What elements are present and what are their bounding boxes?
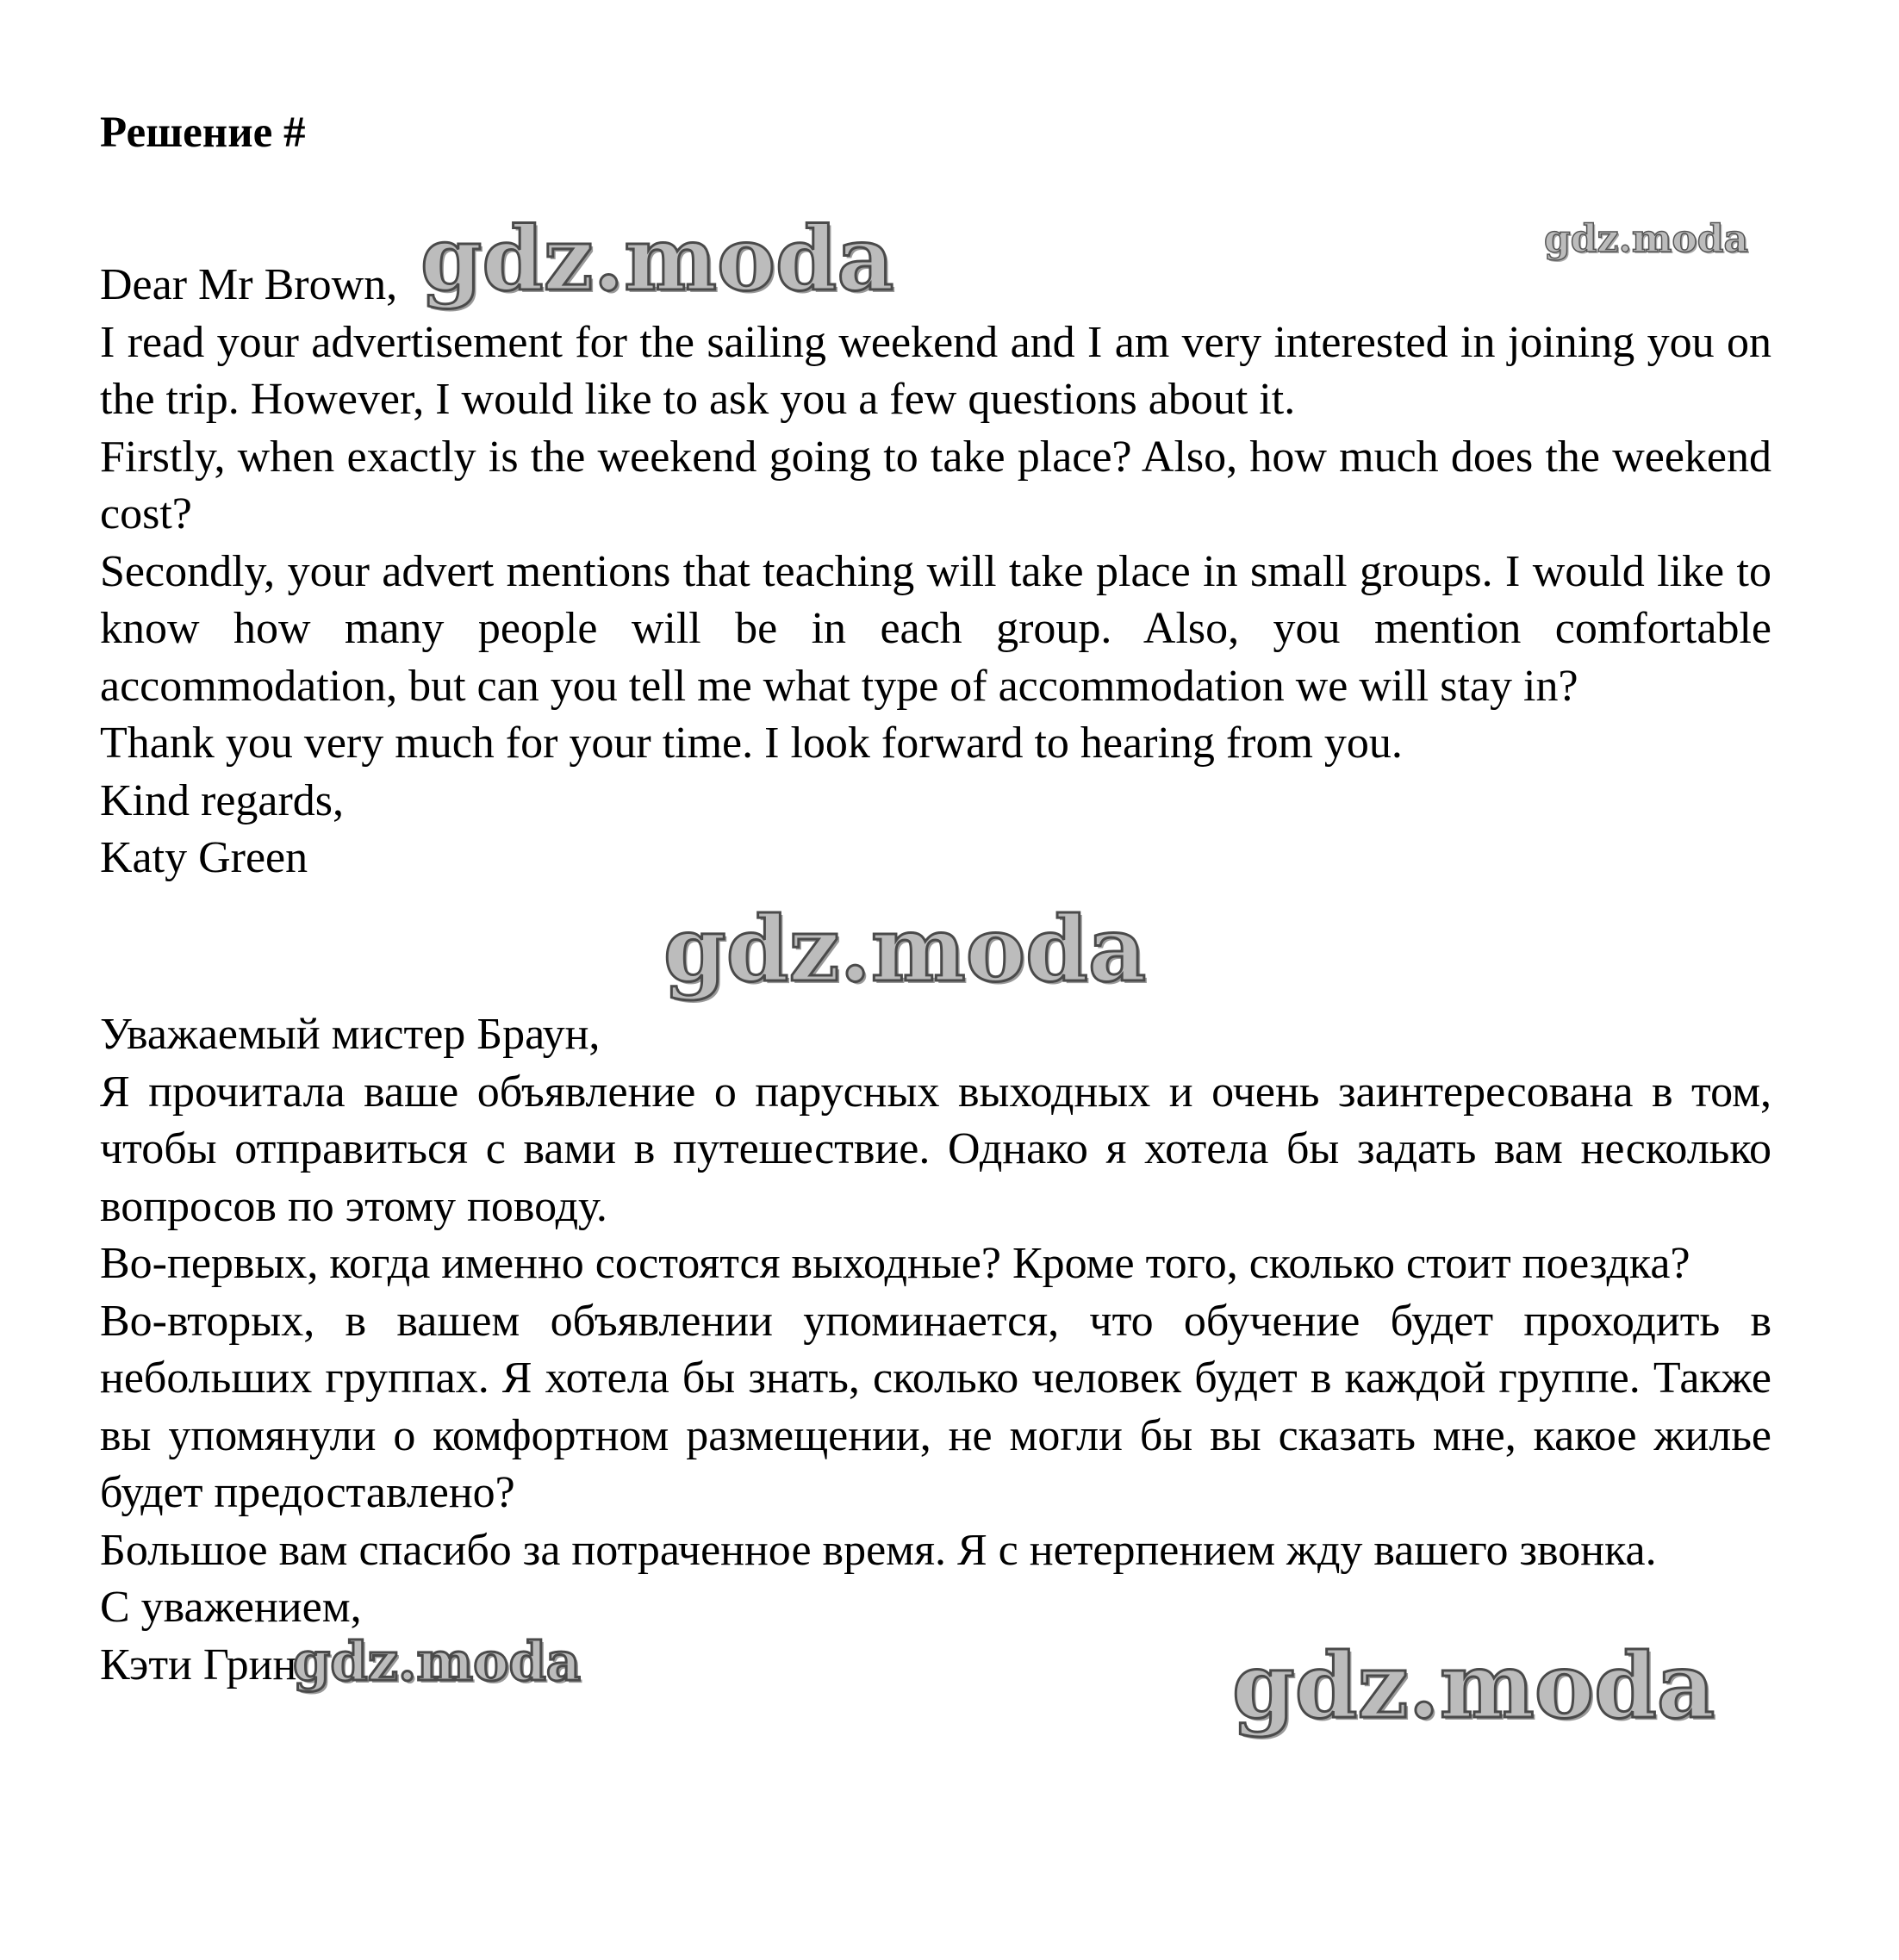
watermark-logo: gdz.moda [293, 1630, 581, 1693]
watermark-logo: gdz.moda [420, 208, 894, 311]
letter-russian [100, 1006, 1771, 1694]
letter-closing: С уважением, [100, 1583, 362, 1632]
letter-paragraph: I read your advertisement for the sailing weekend and I am very interested in joining you on the trip. However, I would like to ask you a few questions about it. [100, 317, 1771, 424]
letter-signature: Katy Green [100, 833, 308, 882]
watermark-logo: gdz.moda [1232, 1633, 1715, 1739]
letter-signature: Кэти Грин [100, 1640, 297, 1689]
letter-closing: Kind regards, [100, 775, 345, 825]
letter-paragraph: Firstly, when exactly is the weekend going to take place? Also, how much does the weekend cost? [100, 432, 1771, 538]
letter-paragraph: Я прочитала ваше объявление о парусных выходных и очень заинтересована в том, чтобы отправиться с вами в путешествие. Однако я хотела бы задать вам несколько вопросов по этому поводу. [100, 1067, 1771, 1231]
letter-greeting: Dear Mr Brown, [100, 260, 398, 309]
letter-english [100, 257, 1771, 887]
letter-paragraph: Большое вам спасибо за потраченное время. Я с нетерпением жду вашего звонка. [100, 1525, 1657, 1575]
solution-heading: Решение # [100, 109, 306, 157]
letter-greeting: Уважаемый мистер Браун, [100, 1010, 601, 1059]
letter-paragraph: Во-первых, когда именно состоятся выходные? Кроме того, сколько стоит поездка? [100, 1239, 1690, 1288]
watermark-logo: gdz.moda [1544, 217, 1749, 261]
letter-paragraph: Secondly, your advert mentions that teaching will take place in small groups. I would like to know how many people will be in each group. Also, you mention comfortable accommodation, but can you tell me what type of accommodation we will stay in? [100, 546, 1771, 711]
letter-paragraph: Во-вторых, в вашем объявлении упоминается, что обучение будет проходить в небольших группах. Я хотела бы знать, сколько человек будет в каждой группе. Также вы упомянули о комфортном размещении, не могли бы вы сказать мне, какое жилье будет предоставлено? [100, 1296, 1771, 1517]
watermark-logo: gdz.moda [663, 896, 1147, 1002]
letter-paragraph: Thank you very much for your time. I look forward to hearing from you. [100, 719, 1403, 768]
